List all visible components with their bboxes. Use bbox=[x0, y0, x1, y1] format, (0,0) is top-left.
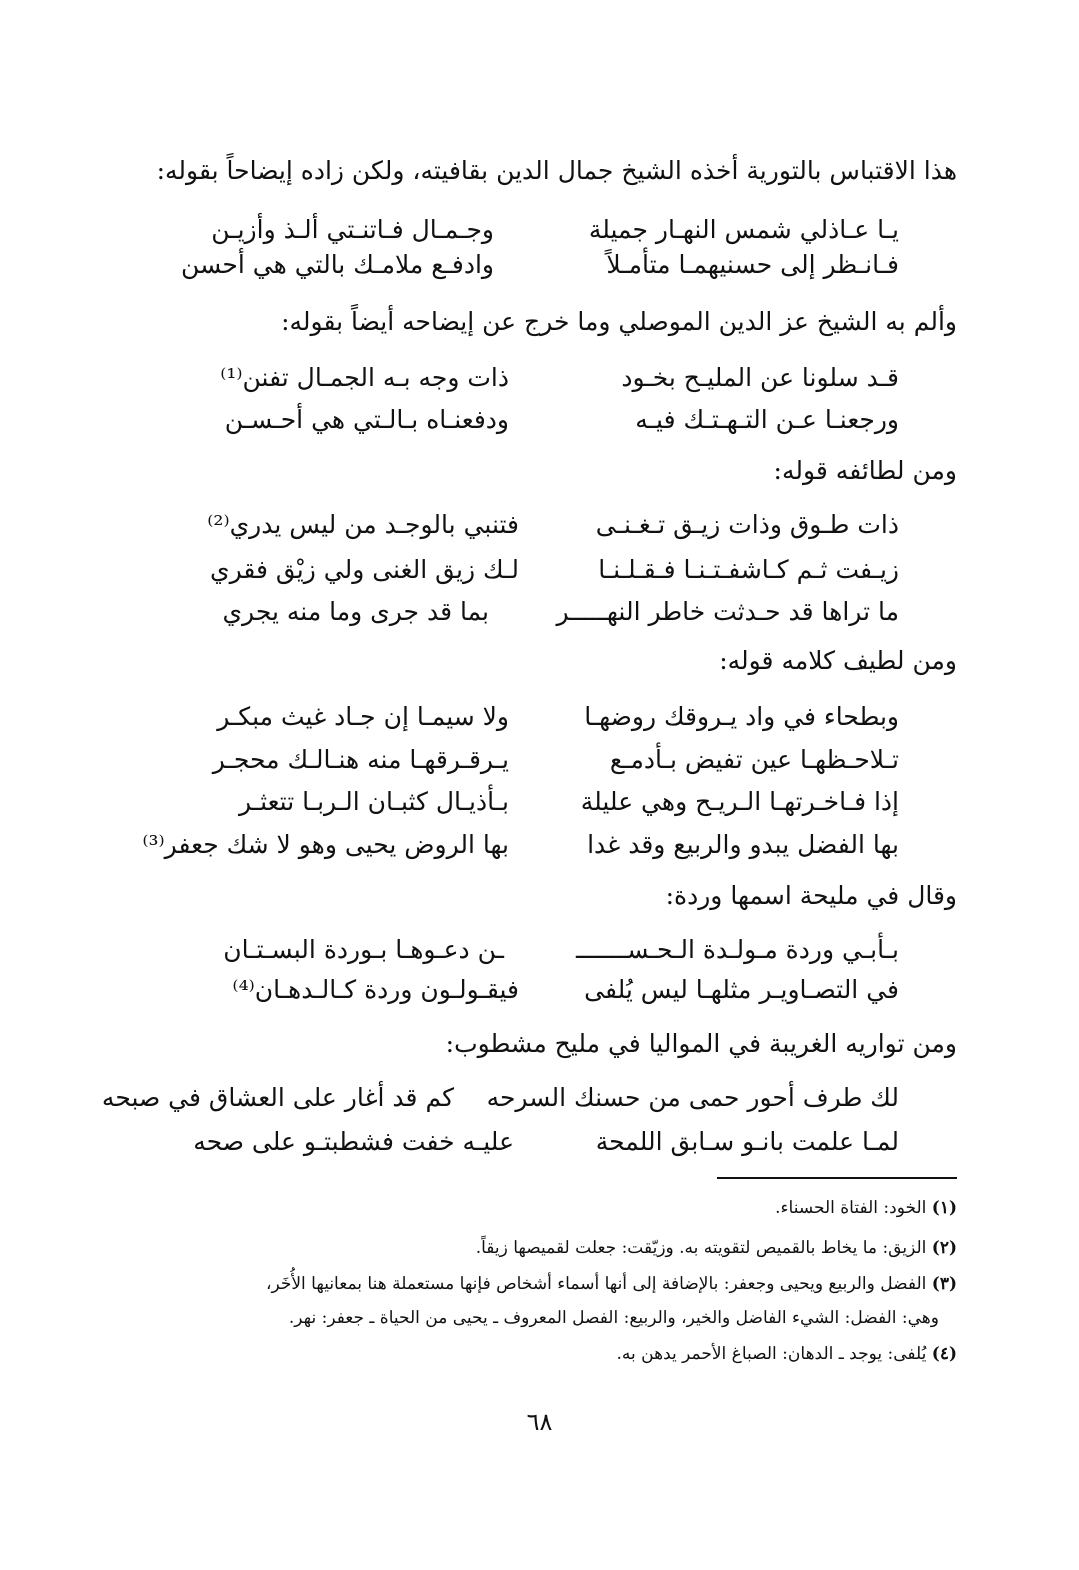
hemistich-second: بما قد جرى وما منه يجري bbox=[222, 597, 489, 626]
hemistich-first: يـا عـاذلي شمس النهـار جميلة bbox=[588, 215, 899, 244]
footnote-number: (٣) bbox=[931, 1274, 957, 1294]
intro-line-4: ومن لطيف كلامه قوله: bbox=[719, 646, 957, 675]
hemistich-second: فيقـولـون وردة كـالـدهـان⁽⁴⁾ bbox=[232, 975, 519, 1004]
footnote-number: (١) bbox=[931, 1198, 957, 1218]
footnote-text: الفضل والربيع ويحيى وجعفر: بالإضافة إلى أنها أسماء أشخاص فإنها مستعملة هنا بمعانيها الأُخَر، bbox=[265, 1274, 932, 1294]
page-number: ٦٨ bbox=[526, 1408, 553, 1436]
hemistich-second: وادفـع ملامـك بالتي هي أحسن bbox=[181, 250, 494, 279]
hemistich-first: إذا فـاخـرتهـا الـريـح وهي عليلة bbox=[580, 787, 899, 816]
hemistich-second: ـن دعـوهـا بـوردة البسـتـان bbox=[223, 935, 504, 964]
footnote bbox=[266, 1271, 957, 1297]
hemistich-second: وجـمـال فـاتنـتي ألـذ وأزيـن bbox=[211, 215, 494, 244]
footnote-text: الزيق: ما يخاط بالقميص لتقويته به. وزيّقت: جعلت لقميصها زيقاً. bbox=[475, 1238, 932, 1258]
intro-line-5: وقال في مليحة اسمها وردة: bbox=[665, 881, 957, 910]
hemistich-first: في التصـاويـر مثلهـا ليس يُلفى bbox=[584, 975, 899, 1004]
hemistich-second: يـرقـرقهـا منه هنـالـك محجـر bbox=[212, 745, 509, 774]
hemistich-second: ولا سيمـا إن جـاد غيث مبكـر bbox=[217, 702, 509, 731]
hemistich-second: ذات وجه بـه الجمـال تفنن⁽¹⁾ bbox=[220, 363, 509, 392]
hemistich-second: لـك زيق الغنى ولي زيْق فقري bbox=[210, 555, 519, 584]
intro-line-3: ومن لطائفه قوله: bbox=[773, 456, 957, 485]
intro-line-2: وألم به الشيخ عز الدين الموصلي وما خرج عن إيضاحه أيضاً بقوله: bbox=[281, 307, 957, 336]
hemistich-first: بـأبـي وردة مـولـدة الـحـســـــــ bbox=[576, 935, 899, 964]
hemistich-second: بـأذيـال كثبـان الـربـا تتعثـر bbox=[238, 787, 509, 816]
footnote-text: الخود: الفتاة الحسناء. bbox=[775, 1198, 932, 1218]
footnote bbox=[476, 1235, 957, 1261]
hemistich-second: بها الروض يحيى وهو لا شك جعفر⁽³⁾ bbox=[142, 830, 509, 859]
hemistich-first: ما تراها قد حـدثت خاطر النهـــــر bbox=[556, 597, 899, 626]
hemistich-first: لك طرف أحور حمى من حسنك السرحه bbox=[486, 1083, 899, 1112]
hemistich-first: لمـا علمت بانـو سـابق اللمحة bbox=[595, 1127, 899, 1156]
footnote-text: وهي: الفضل: الشيء الفاضل والخير، والربيع: الفصل المعروف ـ يحيى من الحياة ـ جعفر: نهر. bbox=[288, 1308, 939, 1328]
hemistich-first: وبطحاء في واد يـروقك روضهـا bbox=[584, 702, 899, 731]
footnote-number: (٢) bbox=[931, 1238, 957, 1258]
hemistich-first: قـد سلونا عن المليـح بخـود bbox=[621, 363, 899, 392]
hemistich-second: ودفعنـاه بـالـتي هي أحـسـن bbox=[224, 405, 509, 434]
footnote-continuation bbox=[289, 1305, 939, 1331]
hemistich-first: تـلاحـظهـا عين تفيض بـأدمـع bbox=[609, 745, 899, 774]
footnote bbox=[775, 1195, 957, 1221]
footnote-number: (٤) bbox=[931, 1344, 957, 1364]
hemistich-second: عليـه خفت فشطبتـو على صحه bbox=[193, 1127, 514, 1156]
footnote-text: يُلفى: يوجد ـ الدهان: الصباغ الأحمر يدهن به. bbox=[616, 1344, 932, 1364]
hemistich-first: فـانـظر إلى حسنيهمـا متأمـلاً bbox=[606, 250, 899, 279]
footnote bbox=[617, 1341, 957, 1367]
hemistich-first: ذات طـوق وذات زيـق تـغـنـى bbox=[595, 510, 899, 539]
intro-line-6: ومن تواريه الغريبة في المواليا في مليح مشطوب: bbox=[445, 1029, 957, 1058]
hemistich-first: بها الفضل يبدو والربيع وقد غدا bbox=[587, 830, 899, 859]
footnote-divider bbox=[717, 1177, 957, 1179]
hemistich-first: ورجعنـا عـن التـهـتـك فيـه bbox=[635, 405, 899, 434]
hemistich-second: فتنبي بالوجـد من ليس يدري⁽²⁾ bbox=[207, 510, 519, 539]
intro-line-1: هذا الاقتباس بالتورية أخذه الشيخ جمال الدين بقافيته، ولكن زاده إيضاحاً بقوله: bbox=[156, 156, 957, 185]
hemistich-second: كم قد أغار على العشاق في صبحه bbox=[101, 1083, 454, 1112]
hemistich-first: زيـفت ثـم كـاشفـتـنـا فـقـلـنـا bbox=[598, 555, 899, 584]
